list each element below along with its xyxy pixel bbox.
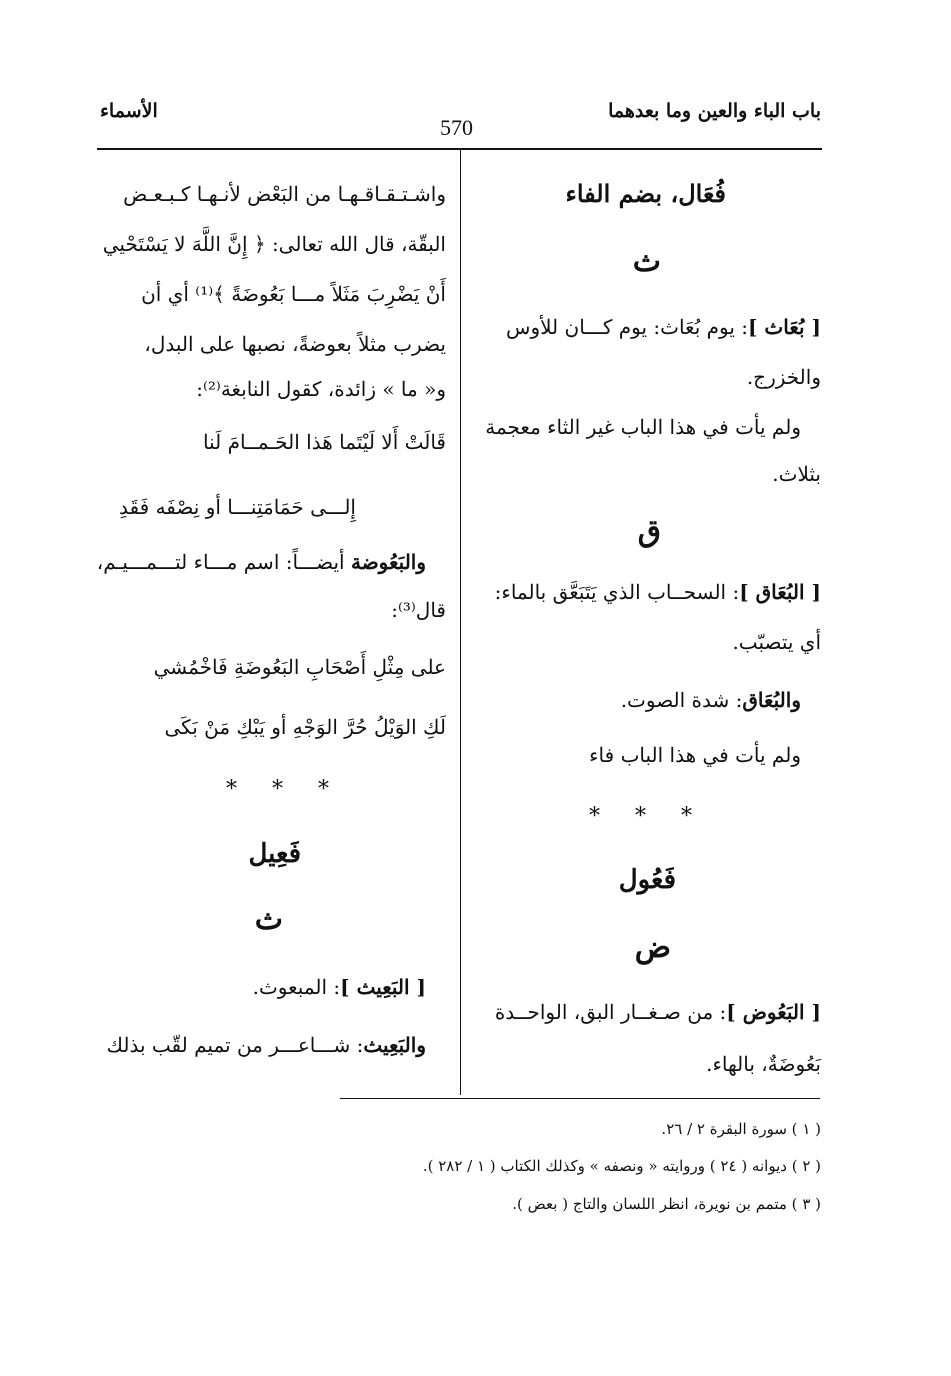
page-number: 570 — [440, 115, 473, 140]
letter-qaf-heading: ق — [637, 514, 661, 549]
footnote-rule — [340, 1098, 820, 1099]
text-line: أَنْ يَضْرِبَ مَثَلاً مـــا بَعُوضَةً ﴾⁽¹⁾ أي أن — [141, 282, 446, 306]
entry-definition: : من صـغــار البق، الواحــدة — [494, 1000, 727, 1024]
note-faa: ولم يأت في هذا الباب فاء — [589, 743, 801, 767]
running-header-chapter: باب الباء والعين وما بعدهما — [608, 100, 821, 122]
entry-term: والبَعُوضة — [350, 550, 426, 574]
entry-buaath — [506, 315, 821, 339]
footnote-2: ( ٢ ) ديوانه ( ٢٤ ) وروايته « ونصفه » وكذلك الكتاب ( ١ / ٢٨٢ ). — [422, 1157, 821, 1175]
entry-term: [ البَعِيث ] — [340, 975, 426, 999]
entry-term: [ البَعُوض ] — [726, 1000, 821, 1024]
heading-fuaal: فُعَال، بضم الفاء — [565, 179, 726, 208]
verse-line: إِلـــى حَمَامَتِنـــا أو نِصْفَه فَقَدِ — [119, 495, 356, 519]
verse-line: على مِثْلِ أَصْحَابِ البَعُوضَةِ فَاخْمُشي — [153, 655, 446, 679]
entry-buaath-cont: والخزرج. — [746, 365, 821, 389]
text-line: واشـتـقـاقـهـا من البَعْض لأنـهـا كـبـعـض — [123, 182, 446, 206]
note-tha-cont: بثلاث. — [772, 462, 821, 486]
text-line: البقّة، قال الله تعالى: ﴿ إِنَّ اللَّهَ لا يَسْتَحْيي — [102, 232, 446, 256]
entry-definition: : شـــاعـــر من تميم لقّب بذلك — [106, 1033, 364, 1057]
text-line: يضرب مثلاً بعوضةً، نصبها على البدل، — [144, 332, 446, 356]
footnote-3: ( ٣ ) متمم بن نويرة، انظر اللسان والتاج ( بعض ). — [512, 1195, 821, 1213]
entry-term: والبُعَاق — [742, 688, 801, 712]
heading-faiil: فَعِيل — [248, 839, 301, 869]
letter-dad-heading: ض — [634, 930, 671, 965]
heading-fauul: فَعُول — [618, 865, 676, 895]
entry-baiith — [253, 975, 426, 999]
section-separator: * * * — [589, 804, 706, 829]
entry-definition: أيضـــاً: اسم مـــاء لتـــمـــيـم، — [96, 550, 345, 574]
entry-buaaq-2 — [621, 688, 801, 712]
entry-definition: : المبعوث. — [252, 975, 341, 999]
entry-buaaq-cont: أي يتصبّب. — [732, 630, 821, 654]
entry-definition: : شدة الصوت. — [620, 688, 743, 712]
entry-term: [ بُعَاث ] — [748, 315, 821, 339]
section-separator: * * * — [226, 777, 343, 802]
entry-baiith-2 — [107, 1033, 426, 1057]
entry-term: والبَعِيث — [363, 1033, 426, 1057]
letter-tha-heading: ث — [632, 244, 661, 279]
entry-buud-cont: بَعُوضَةٌ، بالهاء. — [706, 1052, 821, 1076]
entry-baud — [97, 550, 426, 574]
column-divider — [460, 150, 461, 1095]
text-line: قال⁽³⁾: — [391, 598, 446, 622]
letter-tha-heading: ث — [254, 902, 283, 937]
verse-line: قَالَتْ أَلا لَيْتَما هَذا الحَـمــامَ لَنا — [203, 430, 446, 454]
entry-definition: : يوم بُعَاث: يوم كـــان للأوس — [506, 315, 748, 339]
entry-buaaq — [495, 580, 821, 604]
footnote-1: ( ١ ) سورة البقرة ٢ / ٢٦. — [661, 1120, 821, 1138]
note-tha: ولم يأت في هذا الباب غير الثاء معجمة — [485, 415, 801, 439]
running-header-section: الأسماء — [100, 100, 158, 122]
verse-line: لَكِ الوَيْلُ حُرَّ الوَجْهِ أو يَبْكِ مَنْ بَكَى — [164, 715, 446, 739]
text-line: و« ما » زائدة، كقول النابغة⁽²⁾: — [196, 377, 446, 401]
entry-definition: : السحــاب الذي يَتَبَعَّق بالماء: — [494, 580, 740, 604]
entry-buud — [495, 1000, 821, 1024]
entry-term: [ البُعَاق ] — [739, 580, 821, 604]
